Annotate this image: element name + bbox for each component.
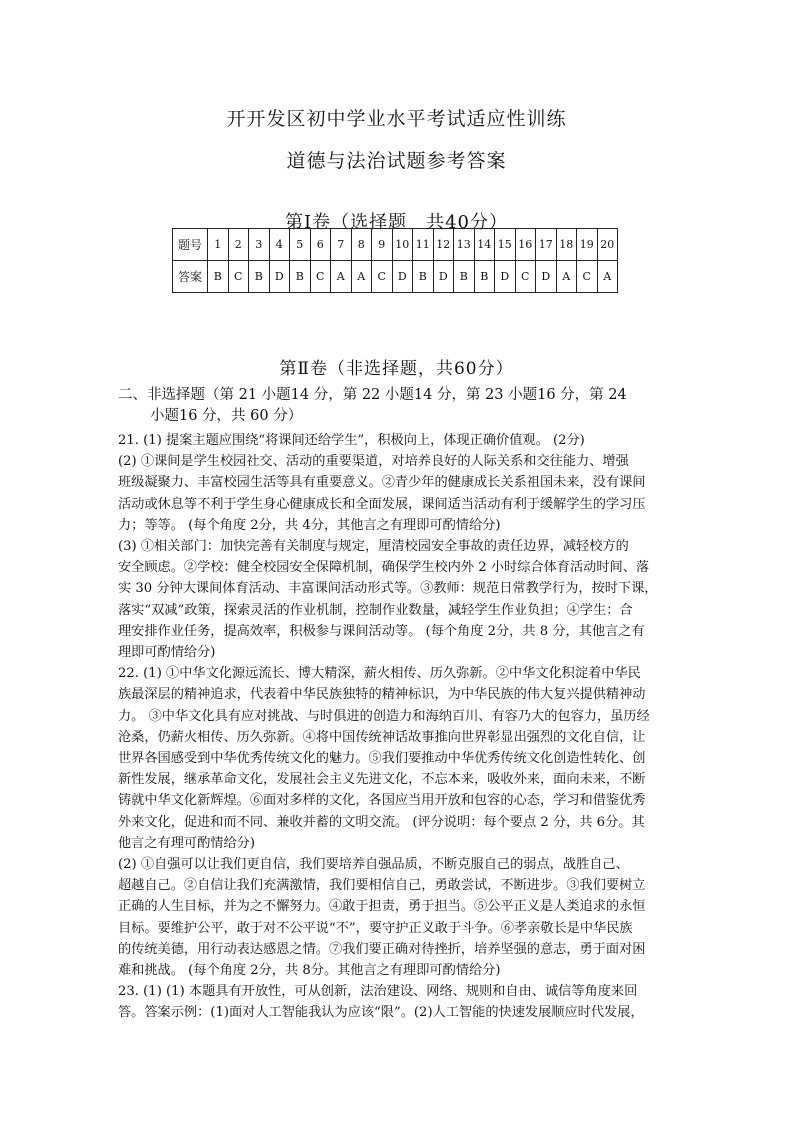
question-number: 13 bbox=[454, 229, 475, 261]
answer-cell: C bbox=[228, 261, 249, 293]
document-subtitle: 道德与法治试题参考答案 bbox=[286, 150, 507, 172]
answer-cell: A bbox=[556, 261, 577, 293]
text-line: 23. (1) (1) 本题具有开放性，可从创新，法治建设、网络、规则和自由、诚信等角度来回 bbox=[118, 984, 638, 1000]
question-number: 8 bbox=[351, 229, 372, 261]
text-line: 世界各国感受到中华优秀传统文化的魅力。⑤我们要推动中华优秀传统文化创造性转化、创 bbox=[118, 751, 646, 767]
text-line: 班级凝聚力、丰富校园生活等具有重要意义。②青少年的健康成长关系祖国未来，没有课间 bbox=[118, 475, 646, 491]
section-heading-line: 二、非选择题（第 21 小题14 分，第 22 小题14 分，第 23 小题16 分，第 24 bbox=[118, 387, 627, 403]
row-label-answer: 答案 bbox=[173, 261, 208, 293]
text-line: 族最深层的精神追求，代表着中华民族独特的精神标识，为中华民族的伟大复兴提供精神动 bbox=[118, 687, 646, 703]
answer-cell: B bbox=[413, 261, 434, 293]
question-number: 18 bbox=[556, 229, 577, 261]
section-heading bbox=[118, 385, 678, 427]
answer-cell: C bbox=[577, 261, 598, 293]
answer-cell: B bbox=[208, 261, 229, 293]
text-line: 目标。要维护公平，敢于对不公平说“不”，要守护正义敢于斗争。⑥孝亲敬长是中华民族 bbox=[118, 920, 633, 936]
row-label-question: 题号 bbox=[173, 229, 208, 261]
answer-text bbox=[118, 430, 680, 1024]
question-number-row bbox=[173, 229, 618, 261]
answer-cell: C bbox=[515, 261, 536, 293]
question-number: 2 bbox=[228, 229, 249, 261]
text-line: 落实“双减”政策，探索灵活的作业机制，控制作业数量，减轻学生作业负担；④学生：合 bbox=[118, 602, 633, 618]
answer-table bbox=[172, 228, 618, 293]
question-number: 5 bbox=[290, 229, 311, 261]
question-number: 4 bbox=[269, 229, 290, 261]
text-line: 沧桑，仍薪火相传、历久弥新。④将中国传统神话故事推向世界彰显出强烈的文化自信，让 bbox=[118, 729, 646, 745]
question-number: 10 bbox=[392, 229, 413, 261]
answer-cell: D bbox=[269, 261, 290, 293]
answer-cell: D bbox=[392, 261, 413, 293]
question-number: 9 bbox=[372, 229, 393, 261]
text-line: 理安排作业任务，提高效率，积极参与课间活动等。 (每个角度 2分，共 8 分，其他言之有 bbox=[118, 623, 645, 639]
question-number: 12 bbox=[433, 229, 454, 261]
answer-cell: C bbox=[310, 261, 331, 293]
question-number: 17 bbox=[536, 229, 557, 261]
text-line: 的传统美德，用行动表达感恩之情。⑦我们要正确对待挫折，培养坚强的意志，勇于面对困 bbox=[118, 941, 646, 957]
answer-cell: B bbox=[454, 261, 475, 293]
text-line: 安全顾虑。②学校：健全校园安全保障机制，确保学生校内外 2 小时综合体育活动时间、落 bbox=[118, 560, 650, 576]
text-line: 力；等等。 (每个角度 2分，共 4分，其他言之有理即可酌情给分) bbox=[118, 517, 501, 533]
answer-cell: A bbox=[331, 261, 352, 293]
question-number: 14 bbox=[474, 229, 495, 261]
answer-cell: B bbox=[249, 261, 270, 293]
part1-title: 第Ⅰ卷（选择题 共40分） bbox=[284, 212, 508, 233]
question-number: 7 bbox=[331, 229, 352, 261]
question-number: 3 bbox=[249, 229, 270, 261]
question-number: 1 bbox=[208, 229, 229, 261]
text-line: 力。 ③中华文化具有应对挑战、与时俱进的创造力和海纳百川、有容乃大的包容力，虽历经 bbox=[118, 708, 650, 724]
question-number: 20 bbox=[597, 229, 618, 261]
answer-cell: D bbox=[495, 261, 516, 293]
text-line: (3) ①相关部门：加快完善有关制度与规定，厘清校园安全事故的责任边界，减轻校方的 bbox=[118, 539, 629, 555]
text-line: 活动或休息等不利于学生身心健康成长和全面发展，课间适当活动有利于缓解学生的学习压 bbox=[118, 496, 646, 512]
text-line: 难和挑战。 (每个角度 2分，共 8分。其他言之有理即可酌情给分) bbox=[118, 963, 501, 979]
answer-row bbox=[173, 261, 618, 293]
question-number: 15 bbox=[495, 229, 516, 261]
answer-cell: B bbox=[474, 261, 495, 293]
text-line: 铸就中华文化新辉煌。⑥面对多样的文化，各国应当用开放和包容的心态，学习和借鉴优秀 bbox=[118, 793, 646, 809]
text-line: 21. (1) 提案主题应围绕“将课间还给学生”，积极向上，体现正确价值观。 (2分) bbox=[118, 433, 585, 448]
text-line: 实 30 分钟大课间体育活动、丰富课间活动形式等。③教师：规范日常教学行为，按时下课， bbox=[118, 581, 658, 597]
answer-cell: B bbox=[290, 261, 311, 293]
text-line: 答。答案示例：(1)面对人工智能我认为应该“限”。(2)人工智能的快速发展顺应时代发展， bbox=[118, 1005, 644, 1021]
answer-cell: D bbox=[433, 261, 454, 293]
part2-title: 第Ⅱ卷（非选择题，共60分） bbox=[279, 359, 514, 379]
answer-cell: C bbox=[372, 261, 393, 293]
section-heading-line: 小题16 分，共 60 分） bbox=[150, 408, 303, 424]
document-title: 开开发区初中学业水平考试适应性训练 bbox=[226, 108, 567, 130]
text-line: 他言之有理可酌情给分) bbox=[118, 835, 256, 851]
text-line: (2) ①课间是学生校园社交、活动的重要渠道，对培养良好的人际关系和交往能力、增强 bbox=[118, 454, 629, 470]
question-number: 16 bbox=[515, 229, 536, 261]
answer-cell: A bbox=[351, 261, 372, 293]
text-line: 外来文化，促进和而不同、兼收并蓄的文明交流。 (评分说明：每个要点 2 分，共 6分。其 bbox=[118, 814, 645, 830]
text-line: 新性发展，继承革命文化，发展社会主义先进文化，不忘本来，吸收外来，面向未来，不断 bbox=[118, 772, 646, 788]
text-line: 超越自己。②自信让我们充满激情，我们要相信自己，勇敢尝试，不断进步。③我们要树立 bbox=[118, 878, 646, 894]
text-line: 22. (1) ①中华文化源远流长、博大精深，薪火相传、历久弥新。②中华文化积淀着中华民 bbox=[118, 666, 641, 682]
answer-cell: D bbox=[536, 261, 557, 293]
question-number: 6 bbox=[310, 229, 331, 261]
question-number: 19 bbox=[577, 229, 598, 261]
question-number: 11 bbox=[413, 229, 434, 261]
text-line: 正确的人生目标，并为之不懈努力。④敢于担责，勇于担当。⑤公平正义是人类追求的永恒 bbox=[118, 899, 646, 915]
text-line: (2) ①自强可以让我们更自信，我们要培养自强品质，不断克服自己的弱点，战胜自己、 bbox=[118, 857, 629, 873]
answer-cell: A bbox=[597, 261, 618, 293]
text-line: 理即可酌情给分) bbox=[118, 645, 216, 661]
